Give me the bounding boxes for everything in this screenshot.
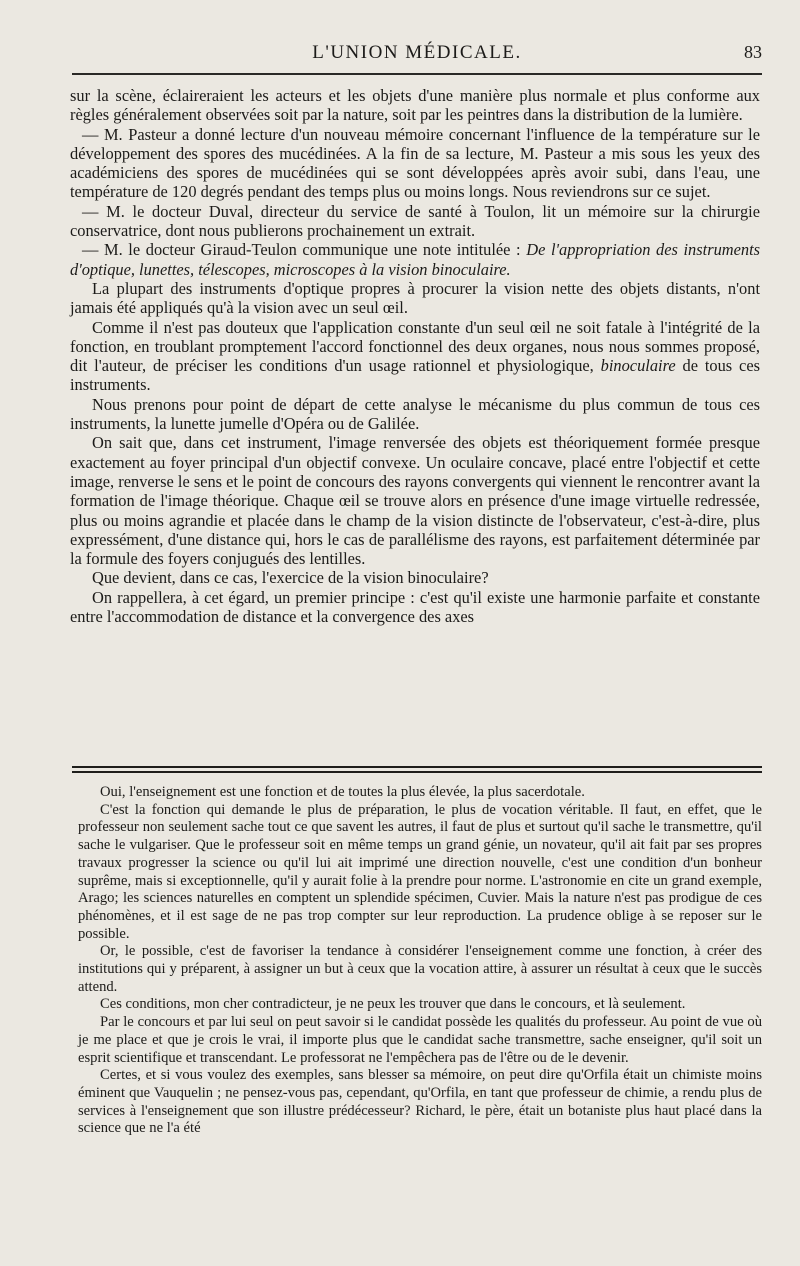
paragraph-galilean-mechanism: On sait que, dans cet instrument, l'image renversée des objets est théoriquement formée presque exactement au foyer principal d'un objectif convexe. Un oculaire concave, placé entre l'objectif et cette image, renverse le sens et le point de concours des rayons convergents qui viennent le rencontrer avant la formation de l'image théorique. Chaque œil se trouve alors en présence d'une image virtuelle redressée, plus ou moins agrandie et placée dans le champ de la vision distincte de l'observateur, c'est-à-dire, plus expressément, d'une distance qui, hors le cas de parallélisme des rayons, est parfaitement déterminée par la formule des foyers conjugués des lentilles. [70,433,760,569]
feuilleton-paragraph-3: Or, le possible, c'est de favoriser la tendance à considérer l'enseignement comme une fonction, à créer des institutions qui y préparent, à assigner un but à ceux que la vocation attire, à assurer un résultat à ceux que le succès attend. [78,943,762,995]
header-rule [72,73,762,75]
running-title: L'UNION MÉDICALE. [312,42,522,63]
feuilleton-divider [72,766,762,773]
binocular-emphasis: binoculaire [600,356,676,376]
page-number: 83 [744,42,762,62]
feuilleton-paragraph-5: Par le concours et par lui seul on peut savoir si le candidat possède les qualités du professeur. Au point de vue où je me place et que je crois le vrai, il importe plus que le candidat sache transmettre, sache enseigner, qu'il soit un esprit scientifique et transcendant. Le professorat ne l'empêchera pas de l'être ou de le devenir. [78,1014,762,1066]
main-article [70,86,760,626]
feuilleton-paragraph-6: Certes, et si vous voulez des exemples, sans blesser sa mémoire, on peut dire qu'Orfila était un chimiste moins éminent que Vauquelin ; ne pensez-vous pas, cependant, qu'Orfila, en tant que professeur de chimie, a rendu plus de services à l'enseignement que son illustre prédécesseur? Richard, le père, était un botaniste plus haut placé dans la science que ne l'a été [78,1067,762,1137]
feuilleton-paragraph-2: C'est la fonction qui demande le plus de préparation, le plus de vocation véritable. Il faut, en effet, que le professeur non seulement sache tout ce que savent les autres, il faut de plus et surtout qu'il sache le transmettre, qu'il sache le vulgariser. Que le professeur soit en même temps un grand génie, un novateur, qu'il ait fait par ses propres travaux progresser la science ou qu'il lui ait imprimé une direction nouvelle, c'est une condition d'un bonheur suprême, mais si exceptionnelle, qu'il y aurait folie à la prendre pour norme. L'astronomie en cite un grand exemple, Arago; les sciences naturelles en comptent un splendide spécimen, Cuvier. Mais la nature n'est pas prodigue de ces phénomènes, et il est sage de ne pas trop compter sur leur reproduction. La prudence oblige à se reposer sur le possible. [78,801,762,942]
note-title: De l'appropriation des instruments d'optique, lunettes, télescopes, microscopes à la vision binoculaire. [70,240,761,279]
paragraph-binocular-use [70,318,760,395]
paragraph-lighting: sur la scène, éclaireraient les acteurs et les objets d'une manière plus normale et plus conforme aux règles généralement observées soit par la nature, soit par les peintres dans la distribution de la lumière. [70,86,760,125]
page-header [72,38,762,68]
paragraph-optical-instruments: La plupart des instruments d'optique propres à procurer la vision nette des objets distants, n'ont jamais été appliqués qu'à la vision avec un seul œil. [70,278,760,318]
feuilleton [78,784,762,1138]
paragraph-principle: On rappellera, à cet égard, un premier principe : c'est qu'il existe une harmonie parfaite et constante entre l'accommodation de distance et la convergence des axes [70,587,760,627]
feuilleton-paragraph-1: Oui, l'enseignement est une fonction et de toutes la plus élevée, la plus sacerdotale. [100,784,585,800]
note-intro: — M. le docteur Giraud-Teulon communique une note intitulée : [82,240,527,260]
paragraph-duval: — M. le docteur Duval, directeur du service de santé à Toulon, lit un mémoire sur la chirurgie conservatrice, dont nous publierons prochainement un extrait. [70,201,760,241]
paragraph-pasteur: — M. Pasteur a donné lecture d'un nouveau mémoire concernant l'influence de la température sur le développement des spores des mucédinées. A la fin de sa lecture, M. Pasteur a mis sous les yeux des académiciens des spores de mucédinées qui se sont développées après avoir subi, dans l'eau, une température de 120 degrés pendant des temps plus ou moins longs. Nous reviendrons sur ce sujet. [70,124,760,202]
paragraph-giraud-teulon [70,240,760,279]
paragraph-question: Que devient, dans ce cas, l'exercice de la vision binoculaire? [92,568,489,588]
feuilleton-paragraph-4: Ces conditions, mon cher contradicteur, je ne peux les trouver que dans le concours, et là seulement. [100,996,686,1013]
binocular-text-end: de tous ces instruments. [70,356,760,395]
binocular-text-start: Comme il n'est pas douteux que l'application constante d'un seul œil ne soit fatale à l'intégrité de la fonction, en troublant promptement l'accord fonctionnel des deux organes, nous nous sommes proposé, dit l'auteur, de préciser les conditions d'un usage rationnel et physiologique, [70,317,760,376]
paragraph-opera-glass: Nous prenons pour point de départ de cette analyse le mécanisme du plus commun de tous ces instruments, la lunette jumelle d'Opéra ou de Galilée. [70,394,760,434]
